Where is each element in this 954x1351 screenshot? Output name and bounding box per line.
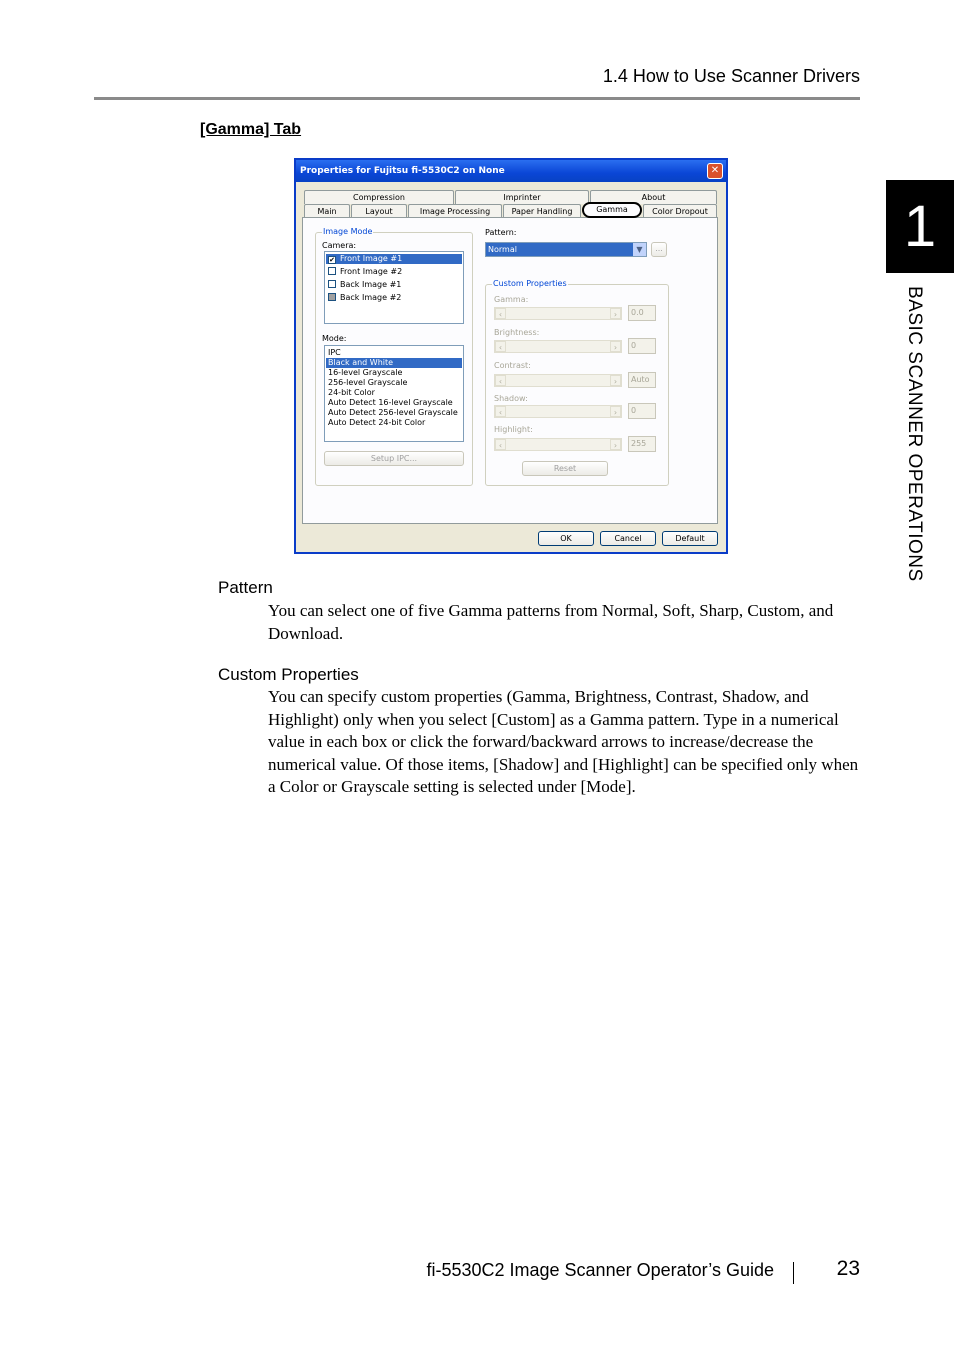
checkbox-icon[interactable]: [328, 267, 336, 275]
pattern-description: You can select one of five Gamma patterns from Normal, Soft, Sharp, Custom, and Download.: [268, 601, 834, 643]
arrow-right-icon[interactable]: ›: [610, 406, 621, 417]
tab-about[interactable]: About: [590, 190, 717, 204]
tab-main[interactable]: Main: [304, 204, 350, 218]
checkbox-checked-icon[interactable]: ✔: [329, 256, 335, 264]
camera-item[interactable]: Front Image #2: [326, 267, 462, 277]
mode-item[interactable]: Auto Detect 256-level Grayscale: [328, 408, 458, 417]
pattern-browse-button[interactable]: ...: [651, 242, 667, 257]
highlight-label: Highlight:: [494, 425, 533, 434]
shadow-label: Shadow:: [494, 394, 528, 403]
arrow-right-icon[interactable]: ›: [610, 375, 621, 386]
arrow-left-icon[interactable]: ‹: [495, 439, 506, 450]
image-mode-group: [315, 227, 473, 486]
tab-image-processing[interactable]: Image Processing: [408, 204, 502, 218]
contrast-label: Contrast:: [494, 361, 531, 370]
arrow-left-icon[interactable]: ‹: [495, 375, 506, 386]
arrow-right-icon[interactable]: ›: [610, 439, 621, 450]
pattern-select-value: Normal: [488, 245, 517, 254]
pattern-term: Pattern: [218, 578, 273, 597]
custom-properties-label: Custom Properties: [493, 279, 567, 288]
properties-dialog: [294, 158, 728, 554]
tab-gamma[interactable]: Gamma: [582, 202, 642, 218]
camera-listbox[interactable]: [324, 251, 464, 324]
highlight-slider[interactable]: [494, 438, 622, 451]
header-rule: [94, 97, 860, 100]
mode-item[interactable]: Auto Detect 24-bit Color: [328, 418, 426, 427]
mode-item[interactable]: IPC: [328, 348, 341, 357]
custom-properties-description: You can specify custom properties (Gamma, Brightness, Contrast, Shadow, and Highlight) only when you select [Custom] as a Gamma pattern. Type in a numerical value in each box or click the forward/backward arrows to increase/decrease the numerical value. Of those items, [Shadow] and [Highlight] can be specified only when a Color or Grayscale setting is selected under [Mode].: [268, 687, 859, 796]
highlight-value[interactable]: 255: [628, 436, 656, 452]
camera-item[interactable]: Back Image #2: [326, 293, 462, 303]
tab-compression[interactable]: Compression: [304, 190, 454, 204]
ok-button[interactable]: OK: [538, 531, 594, 546]
custom-properties-term: Custom Properties: [218, 665, 359, 684]
tab-layout[interactable]: Layout: [351, 204, 407, 218]
page-number: 23: [836, 1257, 860, 1280]
dialog-titlebar: Properties for Fujitsu fi-5530C2 on None: [296, 160, 726, 182]
brightness-slider[interactable]: [494, 340, 622, 353]
gamma-tab-panel: [302, 217, 718, 524]
shadow-slider[interactable]: [494, 405, 622, 418]
chevron-down-icon[interactable]: ▼: [633, 243, 646, 256]
shadow-value[interactable]: 0: [628, 403, 656, 419]
mode-listbox[interactable]: [324, 345, 464, 442]
arrow-left-icon[interactable]: ‹: [495, 406, 506, 417]
mode-item[interactable]: 16-level Grayscale: [328, 368, 403, 377]
gamma-label: Gamma:: [494, 295, 529, 304]
pattern-select[interactable]: [485, 242, 647, 257]
camera-label: Camera:: [322, 241, 357, 250]
arrow-right-icon[interactable]: ›: [610, 341, 621, 352]
subheading: [Gamma] Tab: [200, 121, 302, 138]
tab-imprinter[interactable]: Imprinter: [455, 190, 589, 204]
setup-ipc-button[interactable]: Setup IPC...: [324, 451, 464, 466]
arrow-left-icon[interactable]: ‹: [495, 341, 506, 352]
arrow-left-icon[interactable]: ‹: [495, 308, 506, 319]
checkbox-icon[interactable]: [328, 280, 336, 288]
footer-title: fi-5530C2 Image Scanner Operator’s Guide: [426, 1260, 774, 1280]
checkbox-indeterminate-icon[interactable]: [328, 293, 336, 301]
contrast-value[interactable]: Auto: [628, 372, 656, 388]
gamma-slider[interactable]: [494, 307, 622, 320]
tab-color-dropout[interactable]: Color Dropout: [643, 204, 717, 218]
arrow-right-icon[interactable]: ›: [610, 308, 621, 319]
gamma-value[interactable]: 0.0: [628, 305, 656, 321]
mode-item[interactable]: 256-level Grayscale: [328, 378, 408, 387]
mode-label: Mode:: [322, 334, 347, 343]
footer-separator: [793, 1262, 794, 1284]
close-icon[interactable]: ✕: [707, 163, 723, 179]
mode-item[interactable]: Auto Detect 16-level Grayscale: [328, 398, 453, 407]
pattern-label: Pattern:: [485, 228, 517, 237]
custom-properties-group: [485, 279, 669, 486]
camera-item[interactable]: ✔ Front Image #1: [326, 254, 462, 264]
contrast-slider[interactable]: [494, 374, 622, 387]
section-header: 1.4 How to Use Scanner Drivers: [602, 66, 860, 86]
mode-item[interactable]: Black and White: [326, 358, 462, 368]
brightness-label: Brightness:: [494, 328, 540, 337]
brightness-value[interactable]: 0: [628, 338, 656, 354]
default-button[interactable]: Default: [662, 531, 718, 546]
reset-button[interactable]: Reset: [522, 461, 608, 476]
tab-paper-handling[interactable]: Paper Handling: [503, 204, 581, 218]
image-mode-label: Image Mode: [323, 227, 373, 236]
chapter-title: BASIC SCANNER OPERATIONS: [904, 286, 925, 582]
camera-item[interactable]: Back Image #1: [326, 280, 462, 290]
mode-item[interactable]: 24-bit Color: [328, 388, 375, 397]
chapter-number-tab: 1: [886, 180, 954, 273]
cancel-button[interactable]: Cancel: [600, 531, 656, 546]
